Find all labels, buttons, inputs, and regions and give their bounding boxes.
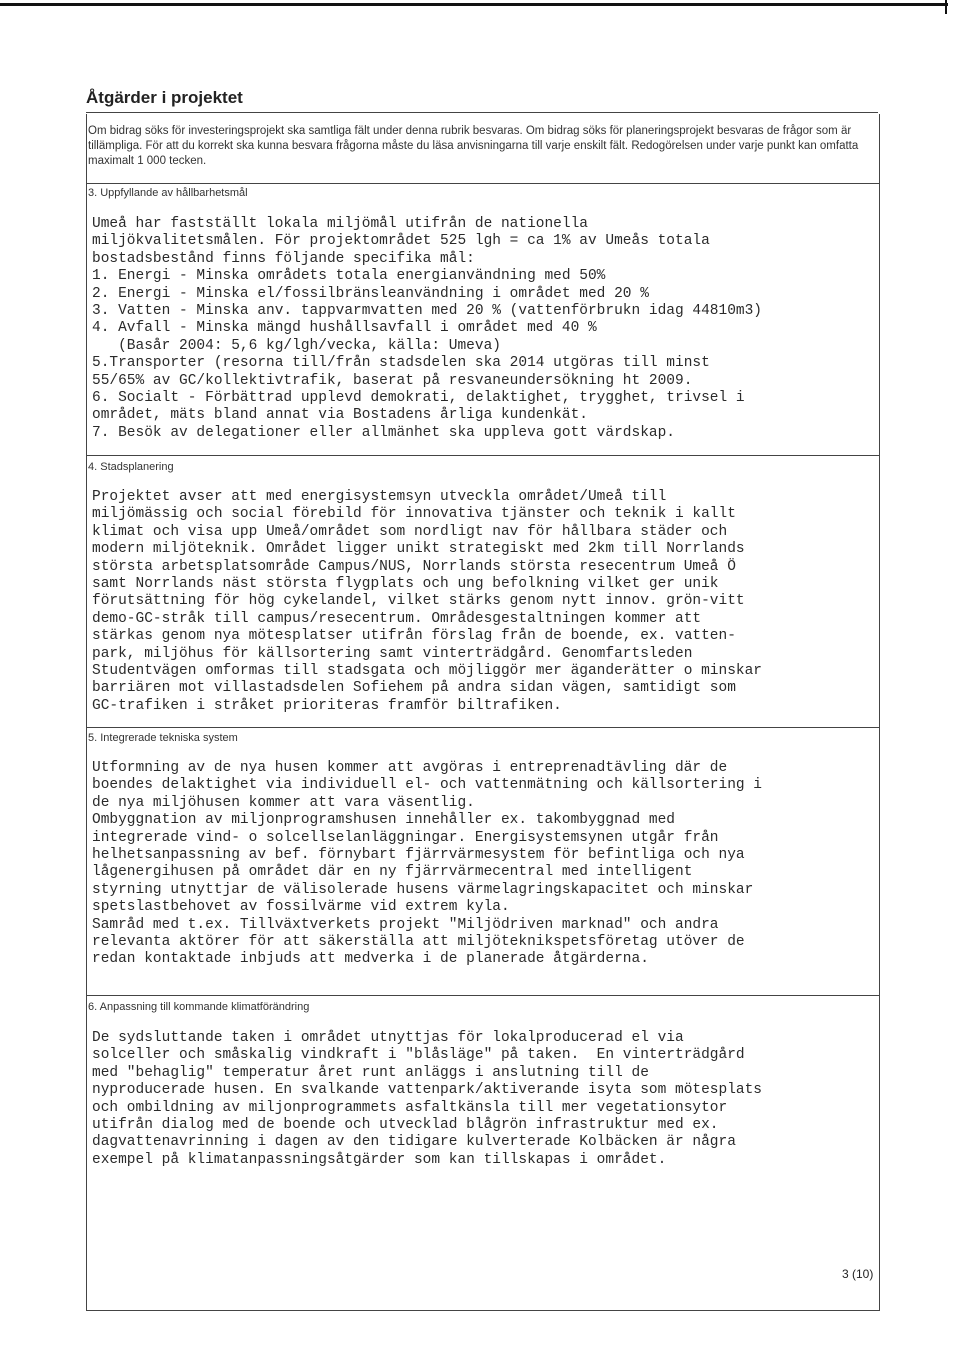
top-border-line — [0, 3, 948, 6]
section-divider — [86, 455, 879, 456]
section-label-hallbarhetsmal: 3. Uppfyllande av hållbarhetsmål — [88, 187, 248, 199]
section-body-tekniska-system: Utformning av de nya husen kommer att avgöras i entreprenadtävling där de boendes delaktighet via individuell el- och vattenmätning och källsortering i de nya miljöhusen kommer att vara väsentlig. Ombyggnation av miljonprogramshusen innehåller ex. takombyggnad med integrerade vind- o solcellselanläggningar. Energisystemsynen utgår från helhetsanpassning av bef. förnybart fjärrvärmesystem för befintliga och nya lågenergihusen på området där en ny fjärrvärmecentral med intelligent styrning utnyttjar de välisolerade husens värmelagringskapacitet och minskar spetslastbehovet av fossilvärme vid extrem kyla. Samråd med t.ex. Tillväxtverkets projekt "Miljödriven marknad" och andra relevanta aktörer för att säkerställa att miljöteknikspetsföretag utöver de redan kontaktade inbjuds att medverka i de planerade åtgärderna. — [92, 760, 763, 968]
section-body-klimatforandring: De sydsluttande taken i området utnyttjas för lokalproducerad el via solceller och småskalig vindkraft i "blåsläge" på taken. En vinterträdgård med "behaglig" temperatur året runt anläggs i anslutning till de nyproducerade husen. En svalkande vattenpark/aktiverande isyta som mötesplats och ombildning av miljonprogrammets asfaltkänsla till mer vegetationsytor utifrån dialog med de boende och utvecklad blågrön infrastruktur med ex. dagvattenavrinning i dagen av den tidigare kulverterade Kolbäcken är några exempel på klimatanpassningsåtgärder som kan tillskapas i området. — [92, 1030, 763, 1168]
top-border-tick — [945, 0, 947, 14]
page-title: Åtgärder i projektet — [86, 88, 243, 107]
section-body-stadsplanering: Projektet avser att med energisystemsyn utveckla området/Umeå till miljömässig och social förebild för innovativa tjänster och teknik i kallt klimat och visa upp Umeå/området som nordligt nav för hållbara städer och modern miljöteknik. Området ligger unikt strategiskt med 2km till Norrlands största arbetsplatsområde Campus/NUS, Norrlands största resecentrum Umeå Ö samt Norrlands näst största flygplats och ung befolkning vilket ger unik förutsättning för hög cykelandel, vilket stärks genom nytt innov. grön-vitt demo-GC-stråk till campus/resecentrum. Områdesgestaltningen kommer att stärkas genom nya mötesplatser utifrån förslag från de boende, ex. vatten- park, miljöhus för källsortering samt vinterträdgård. Genomfartsleden Studentvägen omformas till stadsgata och möjliggör mer äganderätter o minskar barriären mot villastadsdelen Sofiehem på andra sidan vägen, samtidigt som GC-trafiken i stråket prioriteras framför biltrafiken. — [92, 489, 763, 714]
page-number: 3 (10) — [842, 1267, 874, 1281]
section-label-klimatforandring: 6. Anpassning till kommande klimatförändring — [88, 1001, 310, 1013]
section-divider — [86, 995, 879, 996]
section-label-stadsplanering: 4. Stadsplanering — [88, 461, 174, 473]
title-divider — [86, 112, 878, 113]
section-body-hallbarhetsmal: Umeå har fastställt lokala miljömål utifrån de nationella miljökvalitetsmålen. För projektområdet 525 lgh = ca 1% av Umeås totala bostadsbestånd finns följande specifika mål: 1. Energi - Minska områdets totala energianvändning med 50% 2. Energi - Minska el/fossilbränsleanvändning i området med 20 % 3. Vatten - Minska anv. tappvarmvatten med 20 % (vattenförbrukn idag 44810m3) 4. Avfall - Minska mängd hushållsavfall i området med 40 % (Basår 2004: 5,6 kg/lgh/vecka, källa: Umeva) 5.Transporter (resorna till/från stadsdelen ska 2014 utgöras till minst 55/65% av GC/kollektivtrafik, baserat på resvaneundersökning ht 2009. 6. Socialt - Förbättrad upplevd demokrati, delaktighet, trygghet, trivsel i området, mäts bland annat via Bostadens årliga kundenkät. 7. Besök av delegationer eller allmänhet ska uppleva gott värdskap. — [92, 216, 763, 441]
instructions-text: Om bidrag söks för investeringsprojekt ska samtliga fält under denna rubrik besvaras. Om bidrag söks för planeringsprojekt besvaras de frågor som är tillämpliga. För att du korrekt ska kunna besvara frågorna måste du läsa anvisningarna till varje enskilt fält. Redogörelsen under varje punkt kan omfatta maximalt 1 000 tecken. — [88, 125, 859, 167]
section-divider — [86, 183, 879, 184]
section-label-tekniska-system: 5. Integrerade tekniska system — [88, 732, 238, 744]
section-divider — [86, 727, 879, 728]
